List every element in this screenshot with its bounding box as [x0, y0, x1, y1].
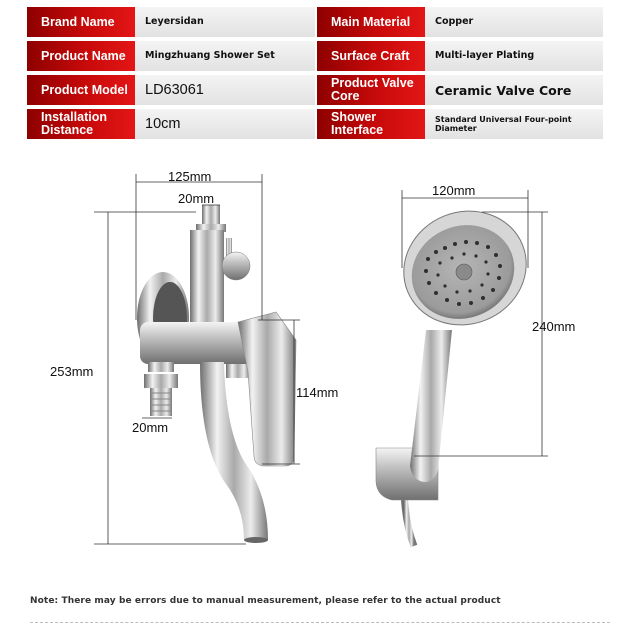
- note-divider: [30, 622, 610, 623]
- faucet-height-label: 253mm: [50, 364, 94, 379]
- faucet-bottom-connector-label: 20mm: [132, 420, 169, 435]
- product-name-label: Product Name: [27, 41, 135, 71]
- main-material-value: Copper: [425, 7, 603, 37]
- faucet-handle-height-label: 114mm: [296, 385, 339, 400]
- valve-core-value: Ceramic Valve Core: [425, 75, 603, 105]
- shower-width-label: 120mm: [432, 183, 476, 198]
- surface-craft-label: Surface Craft: [317, 41, 425, 71]
- installation-distance-value: 10cm: [135, 109, 315, 139]
- shower-head-illustration: [376, 193, 543, 546]
- main-material-label: Main Material: [317, 7, 425, 37]
- product-model-value: LD63061: [135, 75, 315, 105]
- valve-core-label: Product Valve Core: [317, 75, 425, 105]
- measurement-note: Note: There may be errors due to manual measurement, please refer to the actual product: [30, 596, 501, 606]
- faucet-width-label: 125mm: [168, 169, 212, 184]
- shower-interface-label: Shower Interface: [317, 109, 425, 139]
- brand-name-label: Brand Name: [27, 7, 135, 37]
- product-model-label: Product Model: [27, 75, 135, 105]
- product-name-value: Mingzhuang Shower Set: [135, 41, 315, 71]
- faucet-illustration: [137, 205, 296, 543]
- installation-distance-label: Installation Distance: [27, 109, 135, 139]
- shower-height-label: 240mm: [532, 319, 576, 334]
- shower-interface-value: Standard Universal Four-point Diameter: [425, 109, 603, 139]
- surface-craft-value: Multi-layer Plating: [425, 41, 603, 71]
- brand-name-value: Leyersidan: [135, 7, 315, 37]
- faucet-top-connector-label: 20mm: [178, 191, 215, 206]
